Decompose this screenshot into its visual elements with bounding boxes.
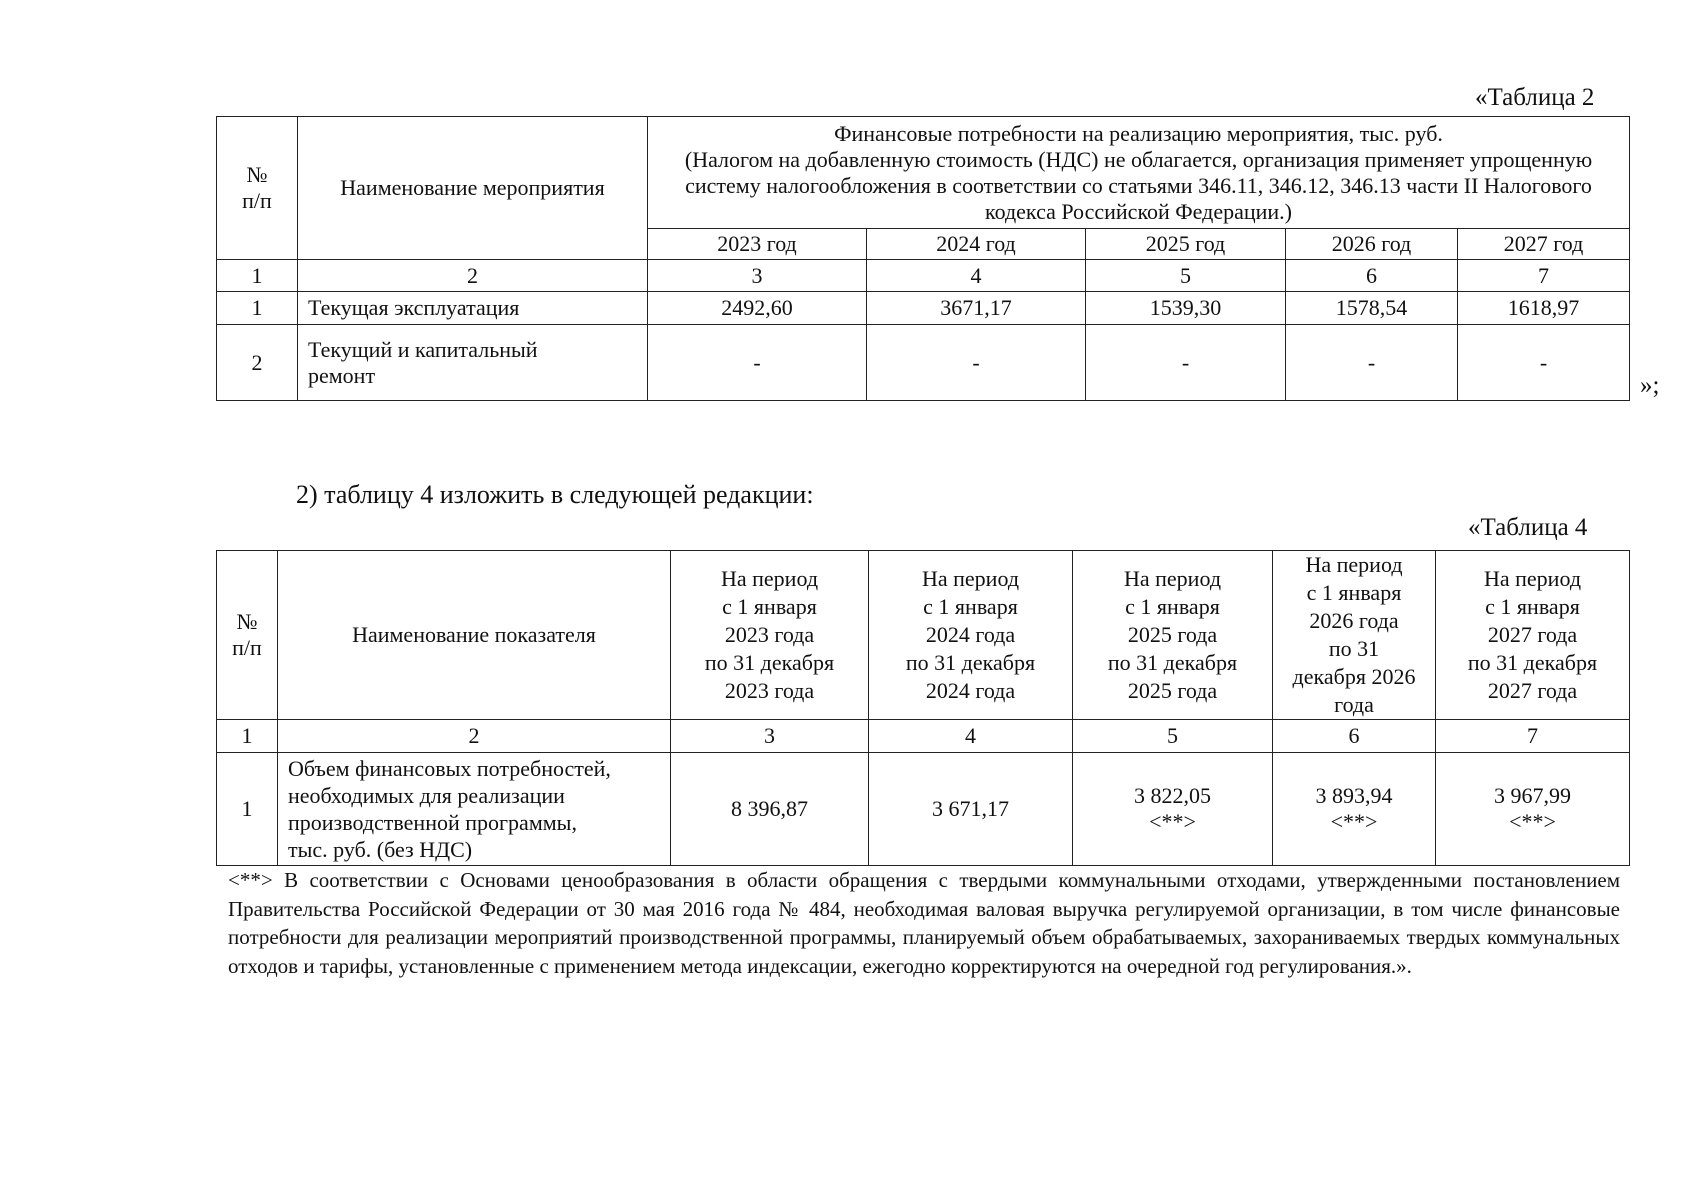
t2-row1-name: Текущая эксплуатация [298,292,648,325]
t2-row2-name: Текущий и капитальный ремонт [298,325,648,401]
t4-index-cell: 7 [1436,720,1630,753]
t2-row2-2024: - [867,325,1086,401]
table4-footnote: <**> В соответствии с Основами ценообразования в области обращения с твердыми коммунальными отходами, утвержденными постановлением Правительства Российской Федерации от 30 мая 2016 года № 484, необходимая валовая выручка регулируемой организации, в том числе финансовые потребности для реализации мероприятий производственной программы, планируемый объем обрабатываемых, захораниваемых твердых коммунальных отходов и тарифы, установленные с применением метода индексации, ежегодно корректируются на очередной год регулирования.». [228,868,1620,978]
t2-index-row [217,260,1630,292]
t4-period-2027: На период с 1 января 2027 года по 31 декабря 2027 года [1436,551,1630,720]
t4-row1-2027: 3 967,99 <**> [1436,753,1630,866]
t2-row2-2025: - [1086,325,1286,401]
t4-header-num: № п/п [217,551,278,720]
t2-index-cell: 6 [1286,260,1458,292]
table2-closing: »; [1640,372,1660,399]
t2-index-cell: 1 [217,260,298,292]
t2-year-2023: 2023 год [648,229,867,260]
t4-row1-2023: 8 396,87 [671,753,869,866]
table4 [216,550,1630,866]
t4-index-cell: 3 [671,720,869,753]
t2-row1-2024: 3671,17 [867,292,1086,325]
t4-row1-num: 1 [217,753,278,866]
instruction-paragraph: 2) таблицу 4 изложить в следующей редакции: [296,480,814,509]
t2-index-cell: 3 [648,260,867,292]
t2-index-cell: 4 [867,260,1086,292]
t4-period-2023: На период с 1 января 2023 года по 31 декабря 2023 года [671,551,869,720]
t4-row1-2024: 3 671,17 [869,753,1073,866]
t2-year-2024: 2024 год [867,229,1086,260]
table2-caption: «Таблица 2 [1475,84,1595,111]
t2-row2-2026: - [1286,325,1458,401]
t4-header-name: Наименование показателя [278,551,671,720]
t2-row2-2023: - [648,325,867,401]
t2-row1-2027: 1618,97 [1458,292,1630,325]
table4-caption: «Таблица 4 [1468,514,1588,541]
t2-index-cell: 7 [1458,260,1630,292]
t4-row1-name: Объем финансовых потребностей, необходимых для реализации производственной программы, тыс. руб. (без НДС) [278,753,671,866]
t4-row1-2026: 3 893,94 <**> [1273,753,1436,866]
t4-index-cell: 4 [869,720,1073,753]
t4-row1-2025: 3 822,05 <**> [1073,753,1273,866]
t2-row1-2026: 1578,54 [1286,292,1458,325]
t4-index-cell: 6 [1273,720,1436,753]
t2-year-2025: 2025 год [1086,229,1286,260]
t4-period-2024: На период с 1 января 2024 года по 31 декабря 2024 года [869,551,1073,720]
t2-row1-2025: 1539,30 [1086,292,1286,325]
table-row [217,292,1630,325]
t2-row1-2023: 2492,60 [648,292,867,325]
t2-row2-num: 2 [217,325,298,401]
t2-header-name: Наименование мероприятия [298,117,648,260]
t4-index-cell: 2 [278,720,671,753]
t2-index-cell: 5 [1086,260,1286,292]
t2-header-num: № п/п [217,117,298,260]
table-row [217,753,1630,866]
t2-year-2026: 2026 год [1286,229,1458,260]
t2-index-cell: 2 [298,260,648,292]
t2-year-2027: 2027 год [1458,229,1630,260]
table2 [216,116,1630,401]
t4-index-row [217,720,1630,753]
t2-header-finance: Финансовые потребности на реализацию мероприятия, тыс. руб. (Налогом на добавленную стоимость (НДС) не облагается, организация применяет упрощенную систему налогообложения в соответствии со статьями 346.11, 346.12, 346.13 части II Налогового кодекса Российской Федерации.) [648,117,1630,229]
t2-row1-num: 1 [217,292,298,325]
t4-index-cell: 5 [1073,720,1273,753]
t4-period-2026: На период с 1 января 2026 года по 31 декабря 2026 года [1273,551,1436,720]
t2-row2-2027: - [1458,325,1630,401]
t4-index-cell: 1 [217,720,278,753]
t4-period-2025: На период с 1 января 2025 года по 31 декабря 2025 года [1073,551,1273,720]
table-row [217,325,1630,401]
